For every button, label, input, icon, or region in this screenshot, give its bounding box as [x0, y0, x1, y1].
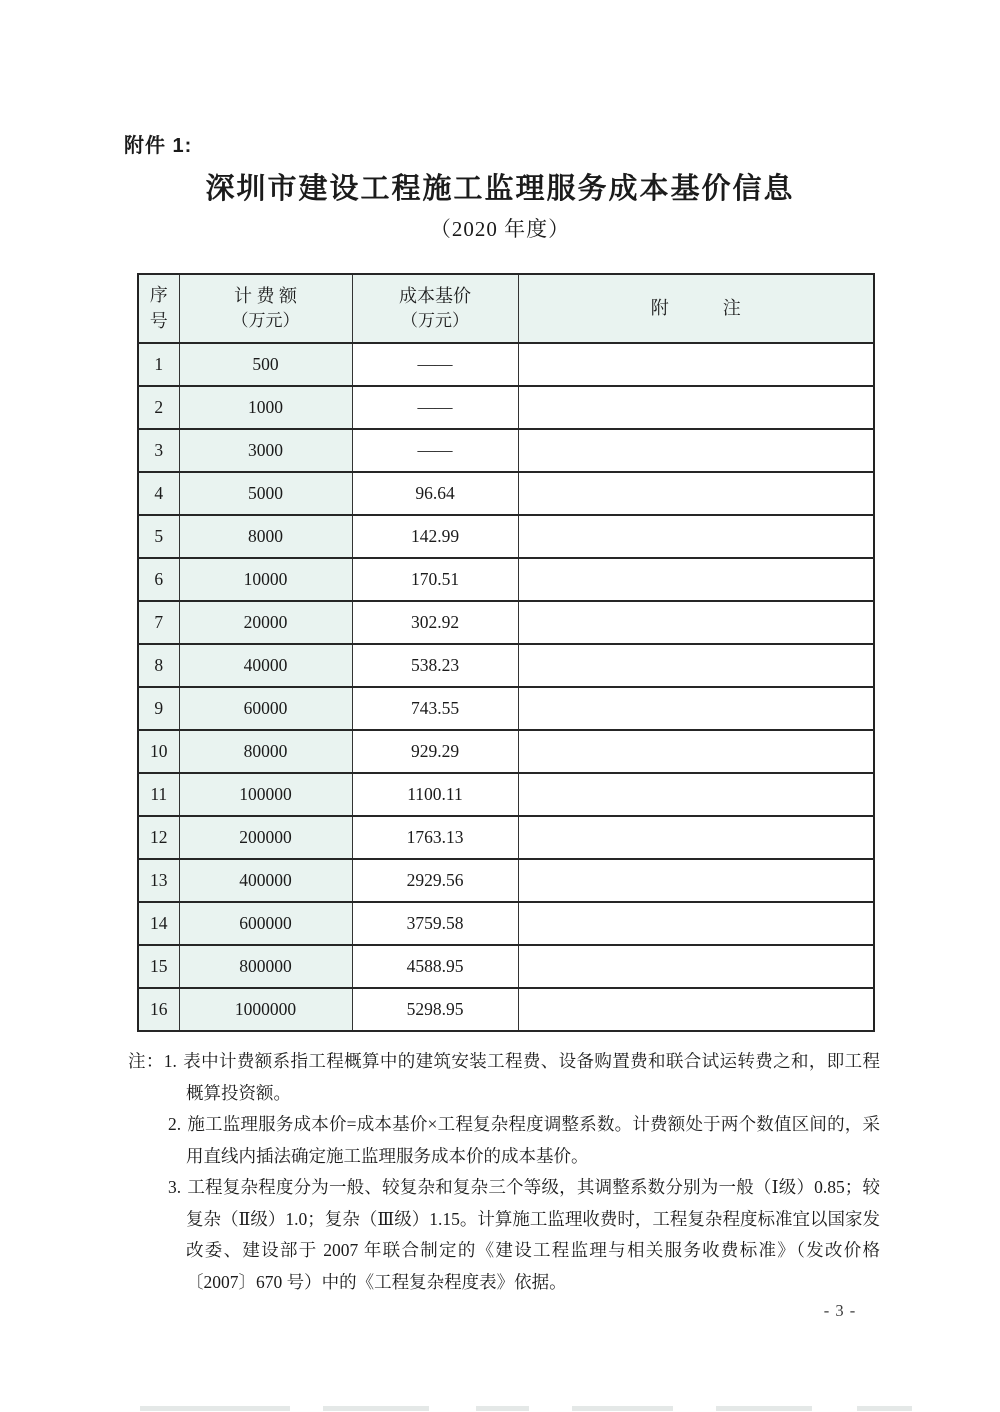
doc-title: 深圳市建设工程施工监理服务成本基价信息: [205, 173, 795, 205]
table-row: [138, 601, 874, 644]
cell-base: 743.55: [352, 687, 518, 730]
col-header-seq: [138, 274, 179, 343]
cell-seq: 5: [138, 515, 179, 558]
attachment-label: 附件 1:: [124, 135, 193, 157]
cell-seq: 7: [138, 601, 179, 644]
cell-seq: 4: [138, 472, 179, 515]
cell-base: 170.51: [352, 558, 518, 601]
col-header-fee-unit: （万元）: [231, 311, 300, 331]
cell-note: [518, 730, 874, 773]
note-2-number: 2.: [168, 1114, 182, 1134]
note-3-text: 工程复杂程度分为一般、较复杂和复杂三个等级，其调整系数分别为一般（Ⅰ级）0.85；较复杂（Ⅱ级）1.0；复杂（Ⅲ级）1.15。计算施工监理收费时，工程复杂程度标准宜以国家发改委、建设部于 2007 年联合制定的《建设工程监理与相关服务收费标准》（发改价格〔2007〕670 号）中的《工程复杂程度表》依据。: [186, 1177, 880, 1292]
cell-fee: 400000: [179, 859, 352, 902]
cell-base: 929.29: [352, 730, 518, 773]
cell-note: [518, 343, 874, 386]
cell-note: [518, 902, 874, 945]
cell-seq: 14: [138, 902, 179, 945]
cell-base: 538.23: [352, 644, 518, 687]
col-header-fee: [179, 274, 352, 343]
cell-base: 142.99: [352, 515, 518, 558]
cell-fee: 80000: [179, 730, 352, 773]
cell-note: [518, 687, 874, 730]
table-row: [138, 988, 874, 1031]
cell-note: [518, 816, 874, 859]
table-row: [138, 386, 874, 429]
cell-seq: 9: [138, 687, 179, 730]
doc-subtitle: （2020 年度）: [429, 217, 571, 241]
cell-base: 1100.11: [352, 773, 518, 816]
note-3-number: 3.: [168, 1177, 182, 1197]
cell-seq: 8: [138, 644, 179, 687]
cell-fee: 500: [179, 343, 352, 386]
table-header-row: [138, 274, 874, 343]
cell-note: [518, 644, 874, 687]
cell-seq: 1: [138, 343, 179, 386]
cell-base: 96.64: [352, 472, 518, 515]
table-row: [138, 687, 874, 730]
cell-seq: 13: [138, 859, 179, 902]
table-row: [138, 515, 874, 558]
notes-section: [128, 1046, 880, 1298]
cell-seq: 15: [138, 945, 179, 988]
page-bleed-mark: [857, 1406, 912, 1411]
note-1-number: 1.: [163, 1051, 177, 1071]
page-bleed-mark: [716, 1406, 812, 1411]
cell-base: ——: [352, 429, 518, 472]
col-header-seq-line1: 序: [149, 285, 168, 306]
cell-note: [518, 945, 874, 988]
note-2-text: 施工监理服务成本价=成本基价×工程复杂程度调整系数。计费额处于两个数值区间的，采用直线内插法确定施工监理服务成本价的成本基价。: [186, 1114, 880, 1166]
cell-seq: 10: [138, 730, 179, 773]
page-bleed-mark: [140, 1406, 290, 1411]
note-item-3: [128, 1172, 880, 1298]
cell-fee: 1000: [179, 386, 352, 429]
table-row: [138, 644, 874, 687]
cell-note: [518, 988, 874, 1031]
col-header-note-label: 附 注: [650, 298, 741, 319]
table-row: [138, 730, 874, 773]
note-item-1: [128, 1046, 880, 1109]
note-1-text: 表中计费额系指工程概算中的建筑安装工程费、设备购置费和联合试运转费之和，即工程概算投资额。: [182, 1051, 880, 1103]
col-header-base-unit: （万元）: [401, 311, 469, 331]
table-row: [138, 773, 874, 816]
cell-note: [518, 515, 874, 558]
col-header-base: [352, 274, 518, 343]
cell-fee: 5000: [179, 472, 352, 515]
cell-fee: 40000: [179, 644, 352, 687]
cell-fee: 20000: [179, 601, 352, 644]
cell-seq: 12: [138, 816, 179, 859]
page-bleed-mark: [572, 1406, 673, 1411]
page-number: - 3 -: [823, 1301, 857, 1320]
note-item-2: [128, 1109, 880, 1172]
table-row: [138, 558, 874, 601]
cell-seq: 2: [138, 386, 179, 429]
table-row: [138, 859, 874, 902]
table-row: [138, 472, 874, 515]
cell-base: 2929.56: [352, 859, 518, 902]
col-header-base-label: 成本基价: [399, 286, 471, 307]
cost-base-price-table: [137, 273, 875, 1032]
cell-note: [518, 859, 874, 902]
col-header-note: [518, 274, 874, 343]
cell-seq: 11: [138, 773, 179, 816]
table-body: [138, 343, 874, 1031]
cell-seq: 6: [138, 558, 179, 601]
cell-fee: 3000: [179, 429, 352, 472]
table-row: [138, 343, 874, 386]
cell-fee: 8000: [179, 515, 352, 558]
cell-fee: 800000: [179, 945, 352, 988]
table-row: [138, 429, 874, 472]
cell-fee: 200000: [179, 816, 352, 859]
cell-fee: 1000000: [179, 988, 352, 1031]
cell-base: 4588.95: [352, 945, 518, 988]
cell-base: ——: [352, 343, 518, 386]
cell-note: [518, 601, 874, 644]
table-row: [138, 902, 874, 945]
cell-note: [518, 558, 874, 601]
cell-note: [518, 773, 874, 816]
cell-seq: 3: [138, 429, 179, 472]
col-header-fee-label: 计 费 额: [234, 286, 297, 307]
cell-note: [518, 429, 874, 472]
col-header-seq-line2: 号: [149, 310, 168, 331]
cell-seq: 16: [138, 988, 179, 1031]
cell-base: 3759.58: [352, 902, 518, 945]
cell-note: [518, 386, 874, 429]
cell-note: [518, 472, 874, 515]
cell-fee: 60000: [179, 687, 352, 730]
page-bleed-mark: [476, 1406, 529, 1411]
cell-base: 1763.13: [352, 816, 518, 859]
notes-prefix: 注：: [128, 1051, 164, 1071]
table-row: [138, 945, 874, 988]
table-row: [138, 816, 874, 859]
cell-base: ——: [352, 386, 518, 429]
cell-fee: 600000: [179, 902, 352, 945]
cell-fee: 100000: [179, 773, 352, 816]
page-bleed-mark: [323, 1406, 429, 1411]
cell-base: 302.92: [352, 601, 518, 644]
cell-base: 5298.95: [352, 988, 518, 1031]
cell-fee: 10000: [179, 558, 352, 601]
